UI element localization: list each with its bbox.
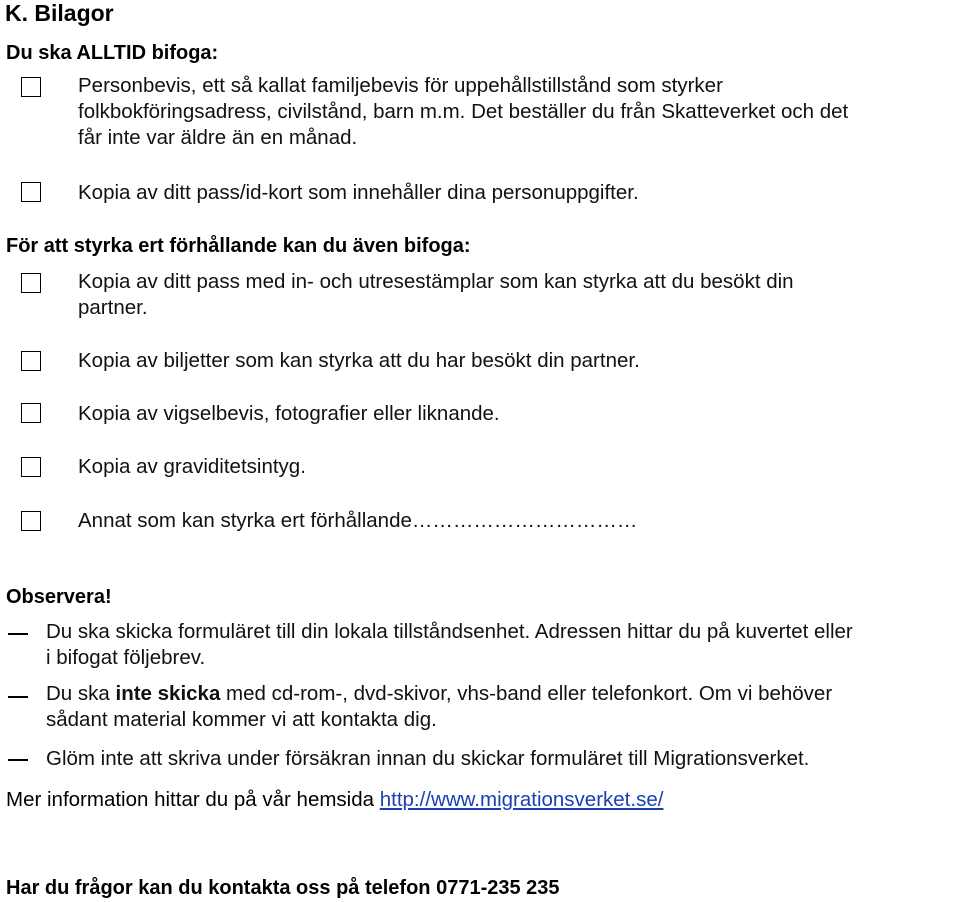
contact-line: Har du frågor kan du kontakta oss på telefon 0771-235 235 [6, 877, 560, 899]
notes-heading: Observera! [6, 586, 112, 608]
checkbox-pass-id[interactable] [21, 182, 41, 202]
emphasis-inte-skicka: inte skicka [115, 682, 221, 705]
checkbox-pass-stamps[interactable] [21, 273, 41, 293]
note-do-not-send: Du ska inte skicka med cd-rom-, dvd-skivor, vhs-band eller telefonkort. Om vi behöver sådant material kommer vi att kontakta dig. [46, 682, 833, 731]
checkbox-marriage[interactable] [21, 403, 41, 423]
item-marriage-text: Kopia av vigselbevis, fotografier eller liknande. [78, 402, 500, 425]
dash-icon [8, 759, 28, 761]
checkbox-pregnancy[interactable] [21, 457, 41, 477]
item-pregnancy-text: Kopia av graviditetsintyg. [78, 455, 306, 478]
website-link[interactable]: http://www.migrationsverket.se/ [379, 788, 664, 811]
dash-icon [8, 696, 28, 698]
item-tickets-text: Kopia av biljetter som kan styrka att du har besökt din partner. [78, 349, 640, 372]
item-pass-id-text: Kopia av ditt pass/id-kort som innehåller dina personuppgifter. [78, 181, 639, 204]
item-personbevis-text: Personbevis, ett så kallat familjebevis för uppehållstillstånd som styrker folkbokföringsadress, civilstånd, barn m.m. Det beställer du från Skatteverket och det får inte var äldre än en månad. [78, 74, 849, 149]
section-title: K. Bilagor [5, 0, 114, 26]
checkbox-other[interactable] [21, 511, 41, 531]
item-other-text: Annat som kan styrka ert förhållande…………………………… [78, 509, 638, 532]
note-sign: Glöm inte att skriva under försäkran innan du skickar formuläret till Migrationsverket. [46, 747, 810, 770]
optional-attach-heading: För att styrka ert förhållande kan du även bifoga: [6, 235, 471, 257]
checkbox-tickets[interactable] [21, 351, 41, 371]
dash-icon [8, 633, 28, 635]
more-info-line: Mer information hittar du på vår hemsida http://www.migrationsverket.se/ [6, 788, 664, 811]
always-attach-heading: Du ska ALLTID bifoga: [6, 42, 219, 64]
item-pass-stamps-text: Kopia av ditt pass med in- och utresestämplar som kan styrka att du besökt din partner. [78, 270, 794, 319]
note-send-form: Du ska skicka formuläret till din lokala tillståndsenhet. Adressen hittar du på kuvertet eller i bifogat följebrev. [46, 620, 853, 669]
checkbox-personbevis[interactable] [21, 77, 41, 97]
